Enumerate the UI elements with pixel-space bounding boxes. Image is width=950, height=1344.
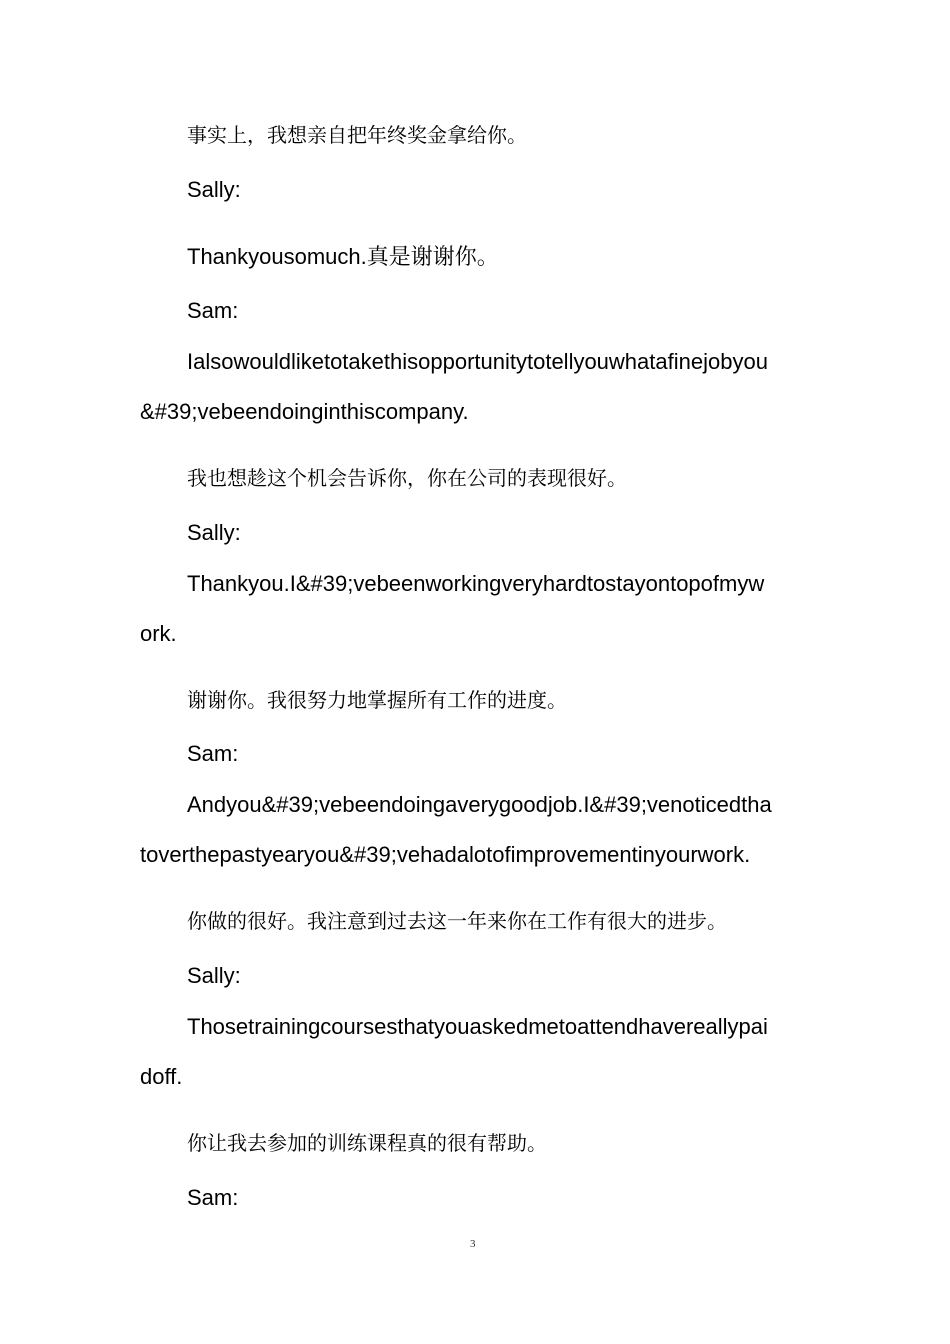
page-number: 3	[470, 1238, 476, 1250]
paragraph-english-continued: doff.	[140, 1064, 183, 1089]
speaker-label: Sam:	[187, 741, 239, 766]
speaker-label: Sam:	[187, 1185, 239, 1210]
paragraph-chinese: 你让我去参加的训练课程真的很有帮助。	[187, 1131, 547, 1155]
paragraph-english-continued: toverthepastyearyou&#39;vehadalotofimprovementinyourwork.	[140, 842, 751, 867]
speaker-label: Sally:	[187, 520, 241, 545]
paragraph-english-continued: &#39;vebeendoinginthiscompany.	[140, 399, 469, 424]
paragraph-english: Ialsowouldliketotakethisopportunitytotellyouwhatafinejobyou	[187, 349, 768, 374]
speaker-label: Sally:	[187, 177, 241, 202]
paragraph-english: Thosetrainingcoursesthatyouaskedmetoattendhavereallypai	[187, 1014, 768, 1039]
paragraph-chinese: 你做的很好。我注意到过去这一年来你在工作有很大的进步。	[187, 909, 727, 933]
paragraph-chinese: 我也想趁这个机会告诉你，你在公司的表现很好。	[187, 466, 627, 490]
paragraph-chinese: 谢谢你。我很努力地掌握所有工作的进度。	[187, 688, 567, 712]
paragraph-chinese: 事实上，我想亲自把年终奖金拿给你。	[187, 123, 527, 147]
paragraph-english: Thankyou.I&#39;vebeenworkingveryhardtostayontopofmyw	[187, 571, 765, 596]
paragraph-mixed: Thankyousomuch.真是谢谢你。	[187, 244, 499, 269]
paragraph-english: Andyou&#39;vebeendoingaverygoodjob.I&#39;venoticedtha	[187, 792, 772, 817]
speaker-label: Sam:	[187, 298, 239, 323]
paragraph-english-continued: ork.	[140, 621, 177, 646]
speaker-label: Sally:	[187, 963, 241, 988]
